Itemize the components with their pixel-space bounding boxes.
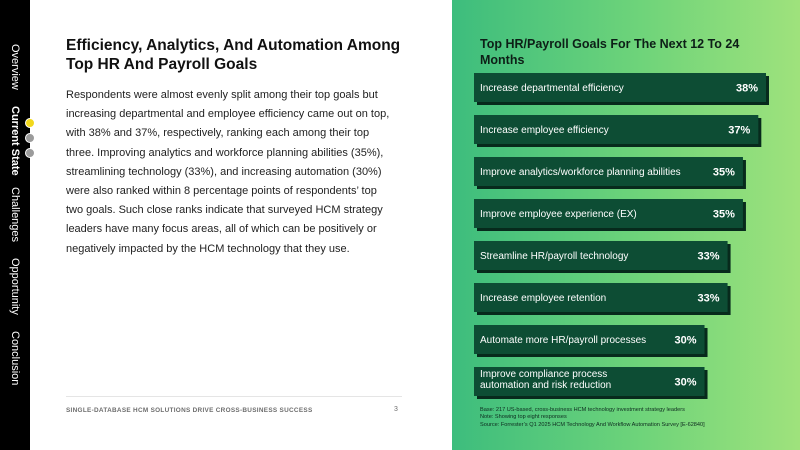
bar-label: Increase employee efficiency [480, 125, 609, 136]
bar-label: Improve compliance process automation and risk reduction [480, 369, 612, 391]
page-title: Efficiency, Analytics, And Automation Among Top HR And Payroll Goals [66, 37, 401, 73]
chart-note-base: Base: 217 US-based, cross-business HCM technology investment strategy leaders [480, 407, 685, 413]
bar-label: Improve analytics/workforce planning abilities [480, 167, 681, 178]
body-paragraph: Respondents were almost evenly split among their top goals but increasing departmental and employee efficiency came out on top, with 38% and 37%, respectively, ranking each among their top three. Improving analytics and workforce planning abilities (35%), streamlining technology (33%), and increasing automation (30%) were also ranked within 8 percentage points of respondents’ top two goals. Such close ranks indicate that surveyed HCM strategy leaders have many focus areas, all of which can be positively or negatively impacted by the HCM technology that they use. [66, 89, 390, 255]
footer-title: SINGLE-DATABASE HCM SOLUTIONS DRIVE CROSS-BUSINESS SUCCESS [66, 407, 313, 414]
chart-title: Top HR/Payroll Goals For The Next 12 To 24 Months [480, 37, 740, 67]
bar-value-label: 37% [728, 124, 751, 137]
bar-value-label: 30% [674, 376, 697, 389]
bar-label: Increase employee retention [480, 293, 607, 304]
page-number: 3 [394, 406, 398, 413]
bar-value-label: 33% [697, 292, 720, 305]
bar-value-label: 35% [712, 208, 735, 221]
nav-item-overview[interactable]: Overview [9, 44, 21, 90]
chart-notes [480, 407, 790, 429]
nav-item-current-state[interactable]: Current State [9, 106, 21, 176]
bar-label: Increase departmental efficiency [480, 83, 624, 94]
chart-note-source: Source: Forrester’s Q1 2025 HCM Technology And Workflow Automation Survey [E-62840] [480, 421, 705, 428]
nav-item-challenges[interactable]: Challenges [9, 187, 21, 243]
nav-item-opportunity[interactable]: Opportunity [9, 258, 21, 315]
bar-label: Improve employee experience (EX) [480, 209, 637, 220]
nav-item-conclusion[interactable]: Conclusion [9, 331, 21, 386]
bar-label: Automate more HR/payroll processes [480, 335, 647, 346]
bar-value-label: 38% [735, 82, 758, 95]
bar-label: Streamline HR/payroll technology [480, 251, 629, 262]
bar-value-label: 30% [674, 334, 697, 347]
bar-value-label: 33% [697, 250, 720, 263]
chart-note-note: Note: Showing top eight responses [480, 414, 567, 421]
bar-value-label: 35% [712, 166, 735, 179]
